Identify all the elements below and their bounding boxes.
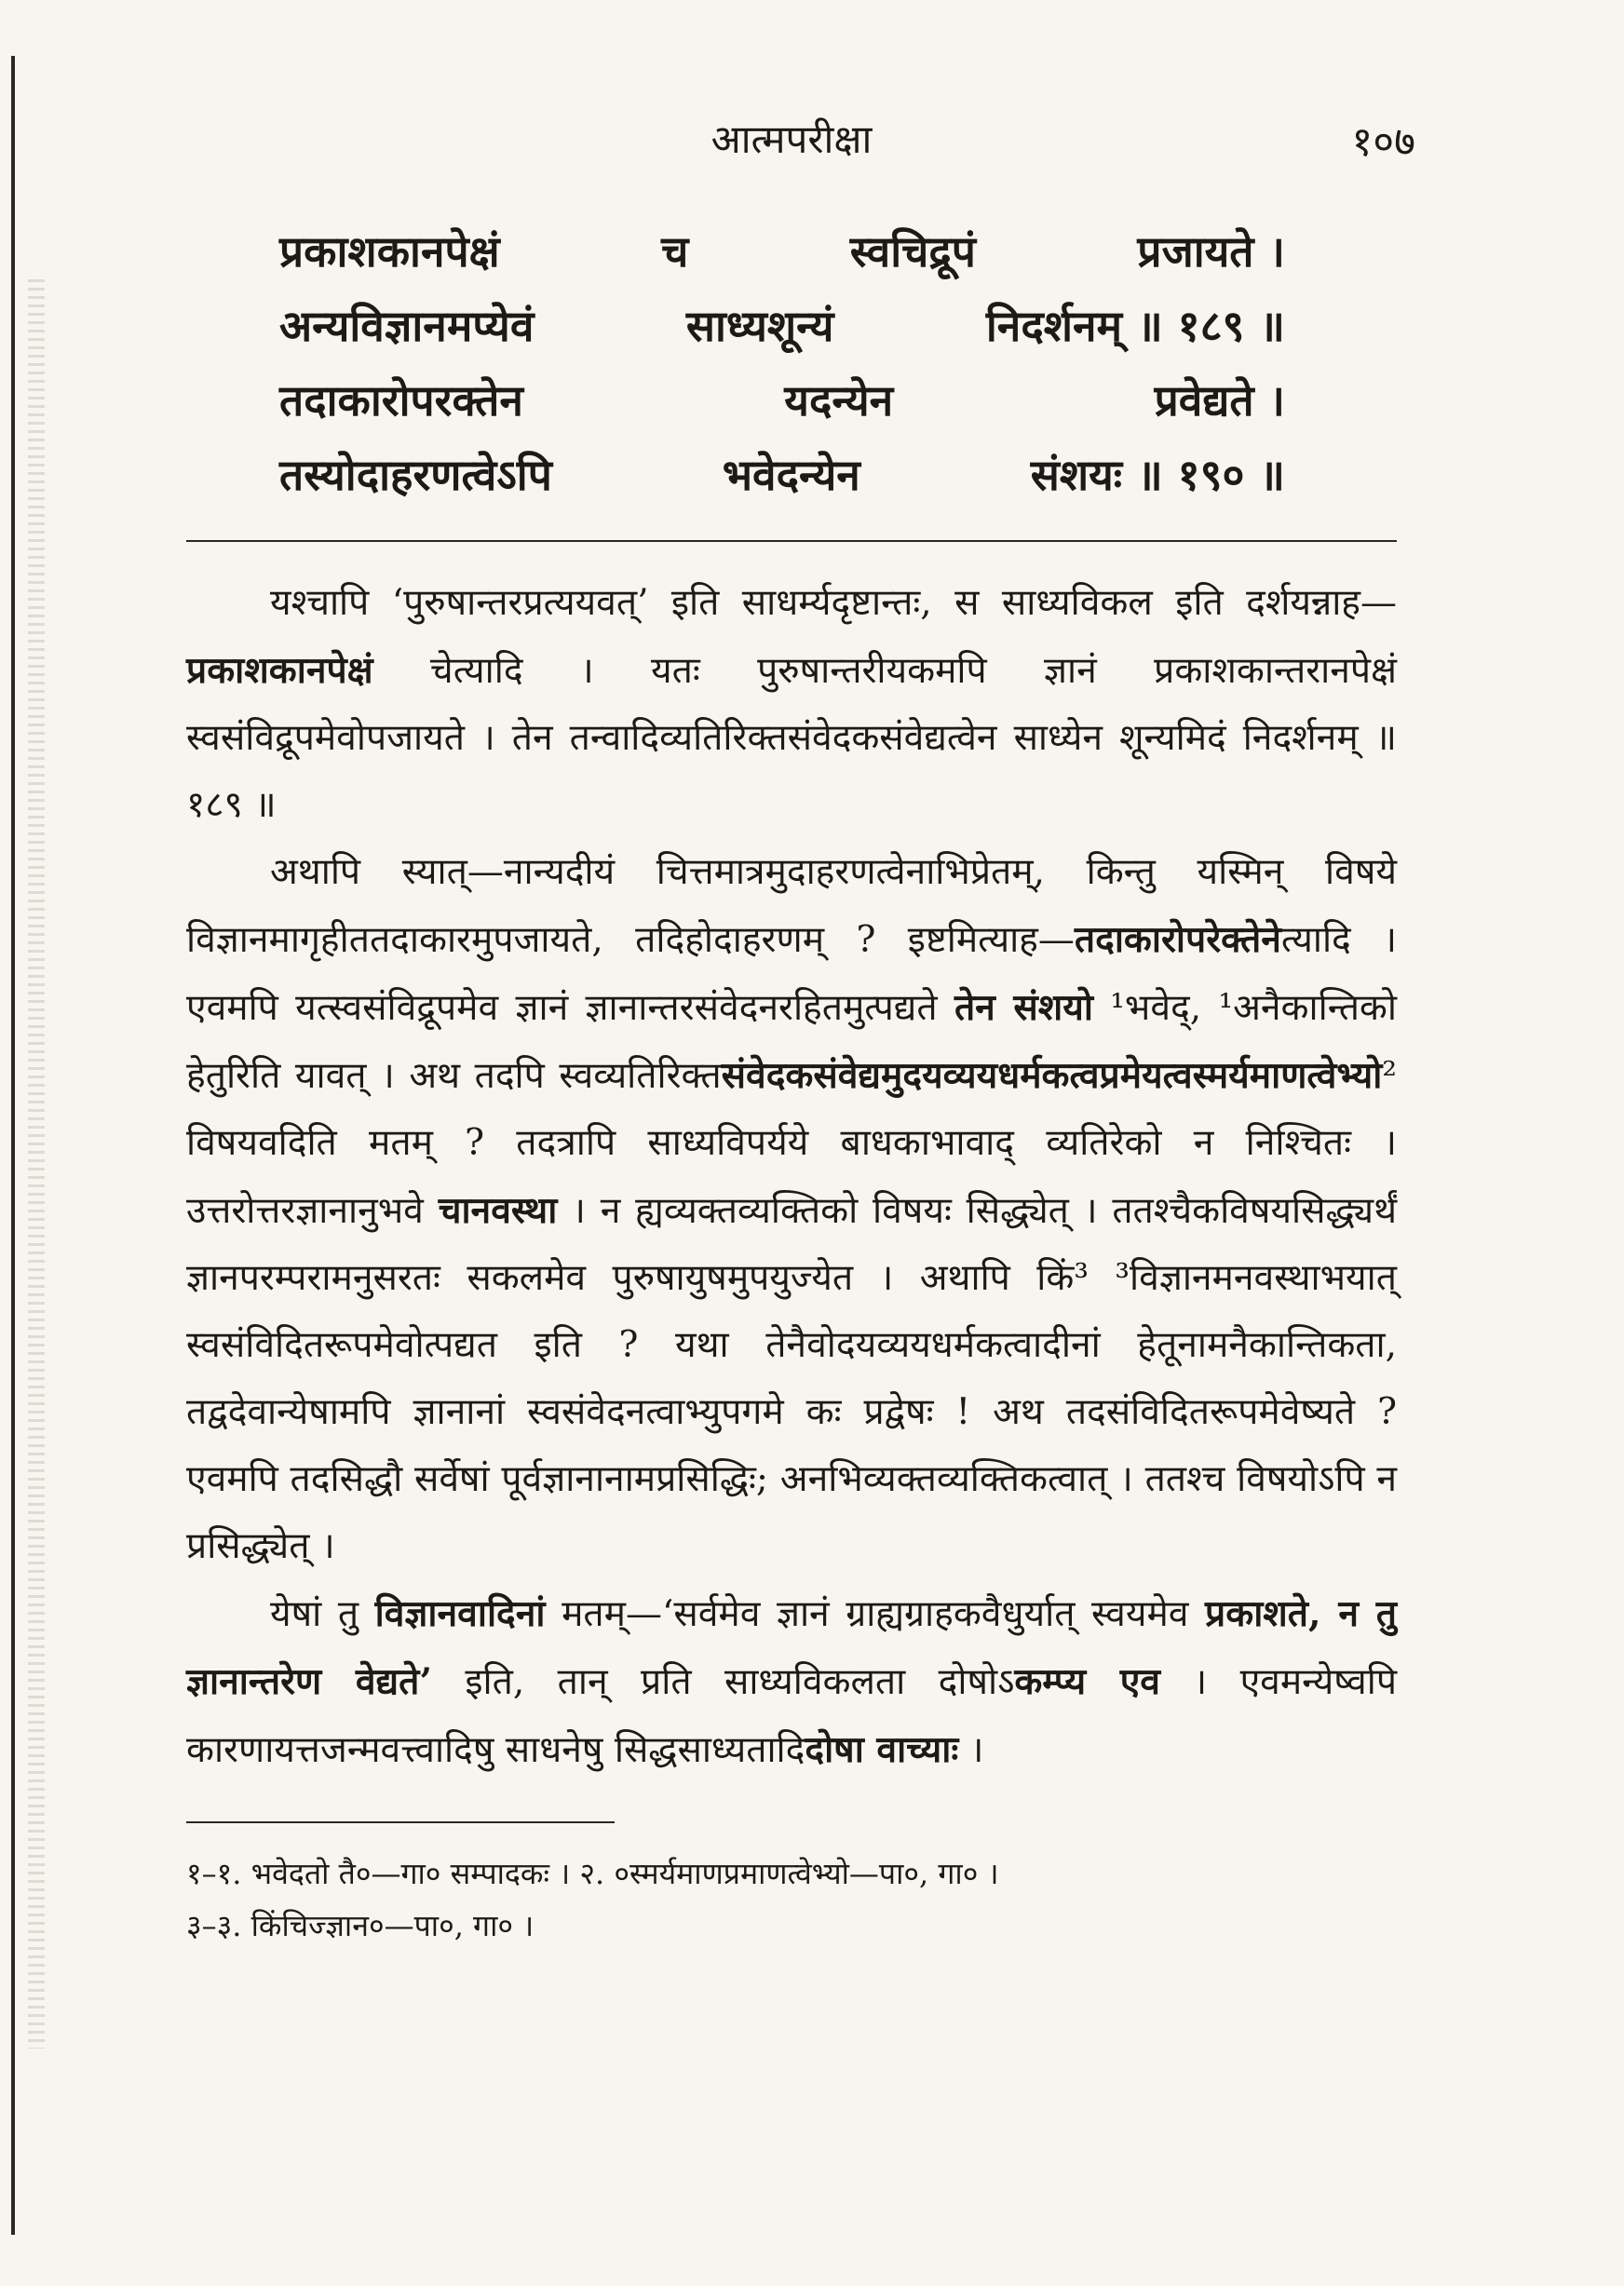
verse-line bbox=[279, 438, 1285, 512]
lemma: तदाकारोपरेक्तेने bbox=[1074, 918, 1281, 961]
lemma: तेन संशयो bbox=[954, 986, 1093, 1029]
text-run: चेत्यादि । यतः पुरुषान्तरीयकमपि ज्ञानं प्रकाशकान्तरानपेक्षं स्वसंविद्रूपमेवोपजायते । तेन तन्वादिव्यतिरिक्तसंवेदकसंवेद्यत्वेन साध्येन शून्यमिदं निदर्शनम् ॥ १८९ ॥ bbox=[186, 650, 1397, 826]
footnote: १–१. भवेदतो तै०—गा० सम्पादकः । २. ०स्मर्यमाणप्रमाणत्वेभ्यो—पा०, गा० । bbox=[186, 1856, 999, 1891]
text-run: ² विषयवदिति मतम् ? तदत्रापि साध्यविपर्यये बाधकाभावाद् व्यतिरेको न निश्चितः । उत्तरोत्तरज्ञानानुभवे bbox=[186, 1055, 1397, 1232]
lemma: विज्ञानवादिनां bbox=[374, 1592, 546, 1635]
running-title: आत्मपरीक्षा bbox=[710, 116, 873, 162]
commentary bbox=[186, 570, 1397, 1784]
verse-word: भवेदन्येन bbox=[722, 450, 860, 500]
verse-word: तदाकारोपरक्तेन bbox=[279, 375, 523, 426]
binding-edge bbox=[11, 56, 15, 2235]
verse-word: प्रकाशकानपेक्षं bbox=[279, 226, 500, 277]
verse-word: प्रवेद्यते । bbox=[1154, 375, 1285, 426]
verse-line bbox=[279, 289, 1285, 363]
binding-texture bbox=[28, 279, 45, 2049]
commentary-paragraph bbox=[186, 570, 1397, 839]
verse-line bbox=[279, 214, 1285, 289]
text-run: ¹भवेद्, ¹अनैकान्तिको हेतुरिति यावत् । अथ तदपि स्वव्यतिरिक्त bbox=[186, 987, 1397, 1097]
page-header bbox=[186, 112, 1415, 186]
page-number: १०७ bbox=[1351, 118, 1415, 166]
footnotes bbox=[186, 1847, 1397, 1952]
commentary-paragraph bbox=[186, 1580, 1397, 1784]
verse-word: प्रजायते । bbox=[1137, 226, 1285, 277]
lemma: संवेदकसंवेद्यमुदयव्ययधर्मकत्वप्रमेयत्वस्मर्यमाणत्वेभ्यो bbox=[721, 1054, 1383, 1097]
verse-block bbox=[279, 214, 1285, 512]
verse-line bbox=[279, 363, 1285, 438]
verse-word: संशयः ॥ १९० ॥ bbox=[1030, 450, 1285, 500]
text-run: येषां तु bbox=[270, 1593, 375, 1635]
footnote: ३–३. किंचिज्ज्ञान०—पा०, गा० । bbox=[186, 1908, 535, 1943]
text-run: । एवमन्येष्वपि कारणायत्तजन्मवत्त्वादिषु साधनेषु सिद्धसाध्यतादि bbox=[186, 1661, 1397, 1771]
book-page bbox=[186, 112, 1415, 2216]
text-run: त्यादि । एवमपि यत्स्वसंविद्रूपमेव ज्ञानं ज्ञानान्तरसंवेदनरहितमुत्पद्यते bbox=[186, 919, 1397, 1029]
text-run: मतम्—‘सर्वमेव ज्ञानं ग्राह्यग्राहकवैधुर्यात् स्वयमेव bbox=[545, 1593, 1206, 1635]
lemma: कम्प्य एव bbox=[1014, 1660, 1160, 1703]
lemma: चानवस्था bbox=[438, 1189, 558, 1232]
verse-word: यदन्येन bbox=[784, 375, 894, 426]
text-run: इति, तान् प्रति साध्यविकलता दोषोऽ bbox=[431, 1661, 1015, 1703]
text-run: यश्चापि ‘पुरुषान्तरप्रत्ययवत्’ इति साधर्म्यदृष्टान्तः, स साध्यविकल इति दर्शयन्नाह— bbox=[270, 582, 1397, 624]
footnote-divider bbox=[186, 1821, 615, 1823]
text-run: अथापि स्यात्—नान्यदीयं चित्तमात्रमुदाहरणत्वेनाभिप्रेतम्, किन्तु यस्मिन् विषये विज्ञानमागृहीततदाकारमुपजायते, तदिहोदाहरणम् ? इष्टमित्याह— bbox=[186, 851, 1397, 961]
lemma: दोषा वाच्याः bbox=[805, 1728, 959, 1771]
verse-word: साध्यशून्यं bbox=[685, 301, 834, 351]
verse-word: अन्यविज्ञानमप्येवं bbox=[279, 301, 535, 351]
verse-word: च bbox=[661, 226, 689, 277]
lemma: प्रकाशते, न तु ज्ञानान्तरेण वेद्यते’ bbox=[186, 1592, 1397, 1703]
verse-word: तस्योदाहरणत्वेऽपि bbox=[279, 450, 552, 500]
verse-word: निदर्शनम् ॥ १८९ ॥ bbox=[985, 301, 1285, 351]
lemma: प्रकाशकानपेक्षं bbox=[186, 649, 373, 692]
verse-divider bbox=[186, 540, 1397, 542]
commentary-paragraph bbox=[186, 839, 1397, 1580]
text-run: । bbox=[958, 1729, 984, 1771]
verse-word: स्वचिद्रूपं bbox=[849, 226, 976, 277]
text-run: । न ह्यव्यक्तव्यक्तिको विषयः सिद्ध्येत् । ततश्चैकविषयसिद्ध्यर्थं ज्ञानपरम्परामनुसरतः सकलमेव पुरुषायुषमुपयुज्येत । अथापि किं³ ³विज्ञानमनवस्थाभयात् स्वसंविदितरूपमेवोत्पद्यत इति ? यथा तेनैवोदयव्ययधर्मकत्वादीनां हेतूनामनैकान्तिकता, तद्वदेवान्येषामपि ज्ञानानां स्वसंवेदनत्वाभ्युपगमे कः प्रद्वेषः ! अथ तदसंविदितरूपमेवेष्यते ? एवमपि तदसिद्धौ सर्वेषां पूर्वज्ञानानामप्रसिद्धिः; अनभिव्यक्तव्यक्तिकत्वात् । ततश्च विषयोऽपि न प्रसिद्ध्येत् । bbox=[186, 1190, 1397, 1567]
